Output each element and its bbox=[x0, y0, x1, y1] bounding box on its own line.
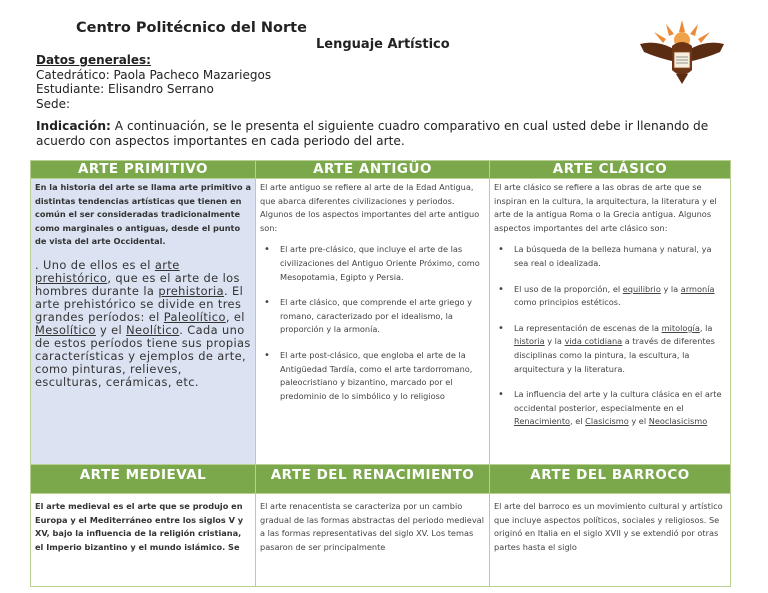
link-armonia[interactable]: armonía bbox=[680, 283, 715, 294]
header-arte-barroco: ARTE DEL BARROCO bbox=[490, 465, 731, 494]
school-name: Centro Politécnico del Norte bbox=[76, 20, 307, 36]
clasico-b4-text-3: y el bbox=[628, 416, 649, 427]
cell-arte-primitivo bbox=[31, 179, 256, 465]
list-item bbox=[514, 388, 726, 429]
link-neoclasicismo[interactable]: Neoclasicismo bbox=[648, 416, 708, 427]
list-item bbox=[514, 283, 726, 310]
cell-arte-clasico bbox=[490, 179, 731, 465]
clasico-b2-text-2: y la bbox=[660, 283, 681, 294]
link-mesolitico[interactable]: Mesolítico bbox=[35, 322, 96, 337]
general-info-title: Datos generales: bbox=[36, 53, 151, 67]
clasico-b4-text-1: La influencia del arte y la cultura clásica en el arte occidental posterior, especialmente en el bbox=[514, 389, 722, 413]
link-neolitico[interactable]: Neolítico bbox=[126, 322, 180, 337]
link-equilibrio[interactable]: equilibrio bbox=[622, 283, 661, 294]
clasico-b3-text-1: La representación de escenas de la bbox=[514, 322, 662, 333]
header-arte-primitivo: ARTE PRIMITIVO bbox=[31, 161, 256, 179]
header-arte-renacimiento: ARTE DEL RENACIMIENTO bbox=[256, 465, 490, 494]
clasico-intro: El arte clásico se refiere a las obras de arte que se inspiran en la cultura, la arquitectura, la literatura y el arte de la antigua Roma o la Grecia antigua. Algunos aspectos importantes del arte clásico son: bbox=[494, 182, 717, 233]
link-arte-prehistorico[interactable]: arte prehistórico bbox=[35, 257, 180, 285]
instruction-label: Indicación: bbox=[36, 119, 111, 133]
general-info bbox=[36, 53, 271, 111]
clasico-b2-text-3: como principios estéticos. bbox=[514, 297, 621, 308]
link-historia[interactable]: historia bbox=[514, 336, 545, 347]
cell-arte-barroco: El arte del barroco es un movimiento cultural y artístico que incluye aspectos políticos, sociales y religiosos. Se originó en Italia en el siglo XVII y se extendió por otras partes hasta el siglo bbox=[490, 494, 731, 587]
link-paleolitico[interactable]: Paleolítico bbox=[163, 309, 226, 324]
eagle-icon bbox=[640, 42, 724, 84]
link-clasicismo[interactable]: Clasicismo bbox=[585, 416, 629, 427]
comparison-table bbox=[30, 160, 731, 587]
cell-arte-renacimiento: El arte renacentista se caracteriza por un cambio gradual de las formas abstractas del periodo medieval a las formas representativas del siglo XV. Los temas pasaron de ser principalmente bbox=[256, 494, 490, 587]
clasico-b3-text-4: a través de diferentes disciplinas como la pintura, la escultura, la arquitectura y la literatura. bbox=[514, 336, 715, 374]
site-line: Sede: bbox=[36, 96, 71, 111]
header-arte-antiguo: ARTE ANTIGÜO bbox=[256, 161, 490, 179]
clasico-b3-text-3: y la bbox=[544, 336, 565, 347]
clasico-b4-text-2: , el bbox=[570, 416, 586, 427]
subject-title: Lenguaje Artístico bbox=[316, 37, 450, 52]
list-item: • El arte clásico, que comprende el arte griego y romano, caracterizado por el idealismo, la proporción y la armonía. bbox=[280, 296, 485, 337]
link-mitologia[interactable]: mitología bbox=[661, 322, 700, 333]
header-arte-clasico: ARTE CLÁSICO bbox=[490, 161, 731, 179]
clasico-list bbox=[494, 243, 726, 429]
primitivo-intro: En la historia del arte se llama arte primitivo a distintas tendencias artísticas que tienen en común el ser consideradas tradicionalmente como marginales o antiguas, desde el punto de vista del arte Occidental. bbox=[35, 182, 251, 247]
primitivo-text-6: . Cada uno de estos períodos tiene sus propias características y ejemplos de arte, como pinturas, relieves, esculturas, cerámicas, etc. bbox=[35, 322, 251, 389]
primitivo-text-5: y el bbox=[95, 322, 127, 337]
list-item: • El arte post-clásico, que engloba el arte de la Antigüedad Tardía, como el arte tardorromano, paleocristiano y bizantino, marcado por el predominio de lo simbólico y lo religioso bbox=[280, 349, 485, 403]
eagle-crest-logo bbox=[636, 18, 728, 88]
antiguo-intro: El arte antiguo se refiere al arte de la Edad Antigua, que abarca diferentes civilizaciones y periodos. Algunos de los aspectos importantes del arte antiguo son: bbox=[260, 182, 480, 233]
instruction-paragraph bbox=[36, 119, 736, 148]
cell-arte-medieval: El arte medieval es el arte que se produjo en Europa y el Mediterráneo entre los siglos V y XV, bajo la influencia de la religión cristiana, el Imperio bizantino y el mundo islámico. Se bbox=[31, 494, 256, 587]
link-prehistoria[interactable]: prehistoria bbox=[158, 283, 224, 298]
link-renacimiento[interactable]: Renacimiento bbox=[514, 416, 571, 427]
list-item bbox=[514, 322, 726, 376]
list-item: • La búsqueda de la belleza humana y natural, ya sea real o idealizada. bbox=[514, 243, 726, 270]
primitivo-body bbox=[35, 259, 251, 389]
clasico-b2-text-1: El uso de la proporción, el bbox=[514, 283, 623, 294]
clasico-b3-text-2: , la bbox=[699, 322, 713, 333]
primitivo-text-2: , que es el arte de los hombres durante la bbox=[35, 270, 240, 298]
link-vida-cotidiana[interactable]: vida cotidiana bbox=[564, 336, 623, 347]
primitivo-text-3: . El arte prehistórico se divide en tres grandes períodos: el bbox=[35, 283, 244, 324]
primitivo-text-4: , el bbox=[225, 309, 245, 324]
instruction-text: A continuación, se le presenta el siguiente cuadro comparativo en cual usted debe ir llenando de acuerdo con aspectos importantes en cada periodo del arte. bbox=[36, 119, 709, 148]
teacher-line: Catedrático: Paola Pacheco Mazariegos bbox=[36, 67, 272, 82]
cell-arte-antiguo bbox=[256, 179, 490, 465]
primitivo-text-1: . Uno de ellos es el bbox=[35, 257, 155, 272]
antiguo-list bbox=[260, 243, 485, 403]
header-arte-medieval: ARTE MEDIEVAL bbox=[31, 465, 256, 494]
student-line: Estudiante: Elisandro Serrano bbox=[36, 82, 214, 96]
list-item: • El arte pre-clásico, que incluye el arte de las civilizaciones del Antiguo Oriente Próximo, como Mesopotamia, Egipto y Persia. bbox=[280, 243, 485, 284]
